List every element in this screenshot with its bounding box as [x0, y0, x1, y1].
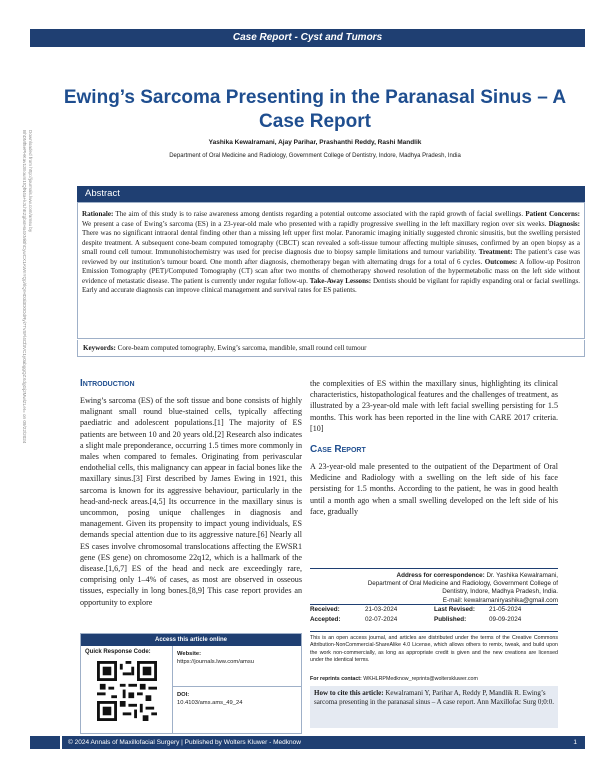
reprints-email[interactable]: WKHLRPMedknow_reprints@wolterskluwer.com [363, 676, 478, 682]
footer-corner [30, 736, 60, 749]
keywords-text: Core-beam computed tomography, Ewing’s sarcoma, mandible, small round cell tumour [117, 344, 367, 352]
citation-box [310, 686, 558, 728]
email-link[interactable]: kewalramaniryashika@gmail.com [464, 596, 558, 604]
revised-date: 21-05-2024 [489, 606, 522, 613]
dates-table [310, 604, 558, 624]
received-date: 21-03-2024 [365, 606, 398, 613]
website-label: Website: [177, 651, 202, 657]
access-links [173, 646, 301, 733]
cite-label: How to cite this article: [314, 689, 384, 697]
reprints [310, 676, 558, 682]
license-text: This is an open access journal, and articles are distributed under the terms of the Creative Commons Attribution-NonCommercial-ShareAlike 4.0 License, which allows others to remix, tweak, and build upon the work non-commercially, as long as appropriate credit is given and the new creations are licensed under the identical terms. [310, 631, 558, 664]
doi-label: DOI: [177, 692, 190, 698]
abstract-heading: Abstract [77, 186, 585, 202]
concerns-text: We present a case of Ewing’s sarcoma (ES) in a 23-year-old male who presented with a rapidly progressive swelling in the left maxillary region over six weeks. [82, 219, 547, 228]
correspondence-line1: Department of Oral Medicine and Radiology, Government College of [367, 580, 558, 588]
published-date: 09-09-2024 [489, 615, 522, 623]
doi-link[interactable]: 10.4103/ams.ams_49_24 [177, 700, 243, 706]
rationale-label: Rationale: [82, 210, 114, 218]
rationale-text: The aim of this study is to raise awareness among dentists regarding a potential outcome associated with the rapid growth of facial swellings. [115, 210, 524, 218]
affiliation: Department of Oral Medicine and Radiology, Government College of Dentistry, Indore, Madhya Pradesh, India [169, 153, 461, 159]
lessons-text: Dentists should be vigilant for rapidly expanding oral or facial swellings. Early and accurate diagnosis can improve clinical management and survival rates for ES patients. [82, 276, 580, 294]
case-report-text: A 23-year-old male presented to the outpatient of the Department of Oral Medicine and Radiology with a swelling on the left side of his face persisting for 1.5 months. According to the patient, he was in good health until a month ago when a small swelling developed on the left side of his face, gradually [310, 462, 558, 516]
intro-text: Ewing’s sarcoma (ES) of the soft tissue and bone consists of highly malignant small round blue-stained cells, typically affecting paediatric and adolescent populations.[1] The majority of ES patients are between 10 and 20 years old.[2] Research also indicates a slight male preponderance, occurring 1.5 times more commonly in males when compared to females. Originating from perivascular endothelial cells, this malignancy can appear in facial bones like the maxillary sinus.[3] First described by James Ewing in 1921, this sarcoma is known for its aggressive behaviour, particularly in the head-and-neck areas.[4,5] Its occurrence in the maxillary sinus is uncommon, posing unique challenges in diagnosis and management. Given its propensity to impact young individuals, ES demands special attention due to its aggressive nature.[6] Nearly all ES cases involve chromosomal translocations affecting the EWSR1 gene (ES gene) on chromosome 22q12, which is a hallmark of the disease.[1,6,7] ES of the head and neck are exceedingly rare, comprising only 1–4% of cases, as most are observed in osseous tissues, especially in long bones.[8,9] This case report provides an opportunity to explore [80, 396, 302, 607]
qr-panel [81, 646, 173, 733]
treatment-label: Treatment: [478, 248, 513, 256]
diagnosis-text: There was no significant intraoral dental finding other than a missing left upper first molar. Panoramic imaging initially suggested chronic sinusitis, but the swelling persisted despite treatment. A subsequent cone-beam computed tomography (CBCT) scan revealed a soft-tissue tumour affecting multiple sinuses, confirmed by an open biopsy as a small round cell tumour. Immunohistochemistry was used for precise diagnosis due to biopsy sample limitations and tumour variability. [82, 229, 580, 256]
intro-continued: the complexities of ES within the maxillary sinus, highlighting its clinical characteristics, histopathological features and the challenges of treatment, as illustrated by a 23-year-old male with left facial swelling persisting for 1.5 months. This work has been reported in the line with CARE 2017 criteria.[10] [310, 379, 558, 433]
doi-block [173, 687, 301, 711]
footer-bar [62, 736, 585, 749]
website-block [173, 646, 301, 687]
correspondence-line2: Dentistry, Indore, Madhya Pradesh, India. [442, 588, 558, 596]
email-label: E-mail: [442, 596, 463, 604]
article-title: Ewing’s Sarcoma Presenting in the Paranasal Sinus – A Case Report [63, 87, 567, 132]
keywords [77, 340, 585, 357]
outcomes-label: Outcomes: [484, 257, 518, 266]
lessons-label: Take-Away Lessons: [309, 276, 372, 285]
abstract-text [82, 210, 580, 296]
accepted-date: 02-07-2024 [365, 615, 398, 623]
download-watermark: Downloaded from http://journals.lww.com/amsu by BhDMf5ePHKav1zEoum1tQfN4a+kJLhEZgbsIHo4XMi0hCywCX1AWnYQp/IlQrHD3i3D0OdRyi7TvSFl4Cf3VC1y0abggQZXdgGj2MwlZLeI= on 09/22/2024 [22, 130, 33, 444]
website-link[interactable]: https://journals.lww.com/amsu [177, 659, 254, 665]
treatment-text: The patient’s case was reviewed by our institution’s tumour board. One month after diagnosis, chemotherapy began with alternating drugs for a total of 6 cycles. [82, 248, 581, 266]
cite-text: Kewalramani Y, Parihar A, Reddy P, Mandlik R. Ewing’s sarcoma presenting in the paranasal sinus – A case report. Ann Maxillofac Surg 0;0:0. [314, 689, 554, 706]
access-box [80, 633, 302, 734]
abstract-box [77, 202, 585, 339]
correspondence-name: Dr. Yashika Kewalramani, [486, 572, 558, 579]
section-banner: Case Report - Cyst and Tumors [30, 29, 585, 47]
correspondence-label: Address for correspondence: [396, 572, 485, 579]
page-number: 1 [573, 739, 577, 746]
outcomes-text: A follow-up Positron Emission Tomography (PET)/Computed Tomography (CT) scan after two months of chemotherapy showed resolution of the hypermetabolic mass on the left side without evidence of metastatic disease. The patient is currently under regular follow-up. [82, 257, 581, 285]
correspondence [310, 568, 558, 605]
revised-label: Last Revised: [434, 606, 475, 613]
intro-heading: Introduction [80, 378, 135, 389]
qr-code-icon[interactable] [97, 661, 157, 721]
accepted-label: Accepted: [310, 615, 341, 623]
qr-label: Quick Response Code: [85, 649, 151, 655]
diagnosis-label: Diagnosis: [548, 219, 580, 228]
left-column [80, 378, 302, 608]
published-label: Published: [434, 615, 467, 623]
access-heading: Access this article online [81, 634, 301, 646]
keywords-label: Keywords: [83, 344, 116, 352]
case-report-heading: Case Report [310, 444, 366, 456]
reprints-label: For reprints contact: [310, 676, 362, 682]
footer-text: © 2024 Annals of Maxillofacial Surgery | Published by Wolters Kluwer - Medknow [68, 739, 301, 746]
author-list: Yashika Kewalramani, Ajay Parihar, Prashanthi Reddy, Rashi Mandlik [208, 139, 422, 146]
received-label: Received: [310, 606, 340, 613]
right-column [310, 378, 558, 517]
concerns-label: Patient Concerns: [525, 210, 581, 218]
